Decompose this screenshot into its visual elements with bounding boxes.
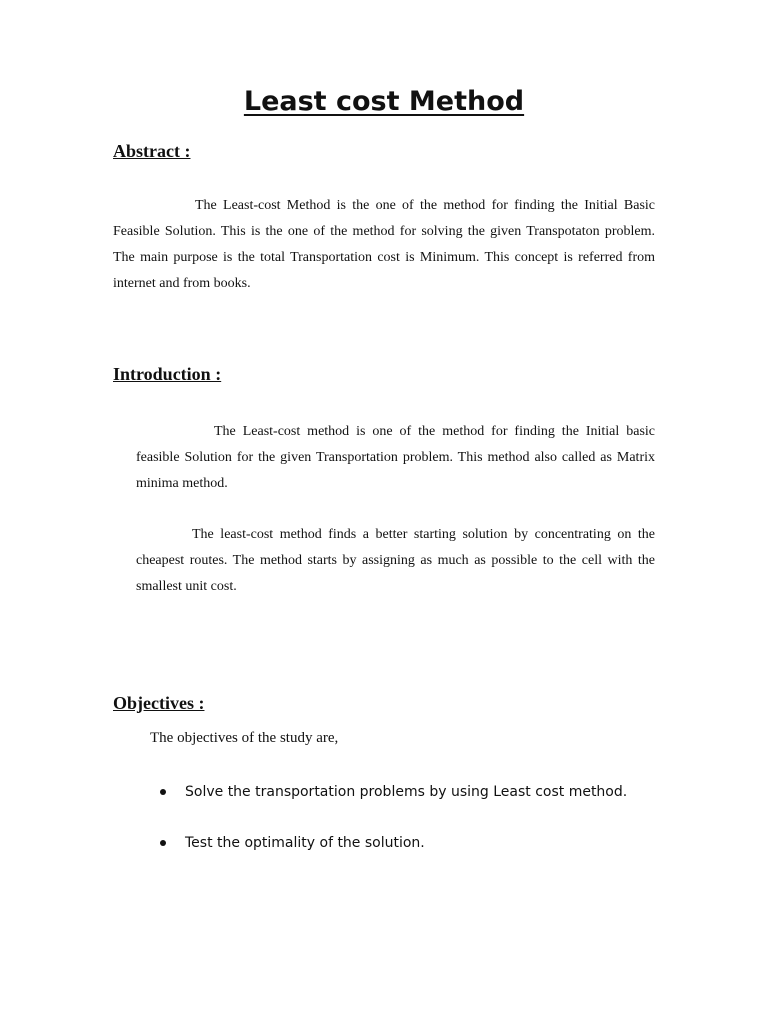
list-item (160, 833, 627, 884)
abstract-paragraph: The Least-cost Method is the one of the method for finding the Initial Basic Feasible Solution. This is the one of the method for solving the given Transpotaton problem. The main purpose is the total Transportation cost is Minimum. This concept is referred from internet and from books. (113, 198, 655, 291)
abstract-heading: Abstract : (113, 141, 191, 161)
bullet-icon (160, 789, 166, 795)
document-title: Least cost Method (243, 86, 525, 117)
introduction-paragraph-2: The least-cost method finds a better starting solution by concentrating on the cheapest routes. The method starts by assigning as much as possible to the cell with the smallest unit cost. (136, 527, 655, 594)
objectives-list (160, 782, 627, 884)
introduction-paragraph-1: The Least-cost method is one of the method for finding the Initial basic feasible Solution for the given Transportation problem. This method also called as Matrix minima method. (136, 424, 655, 491)
objectives-lead-text: The objectives of the study are, (150, 730, 339, 746)
introduction-heading: Introduction : (113, 364, 222, 384)
objectives-heading: Objectives : (113, 693, 205, 713)
list-item-text: Test the optimality of the solution. (185, 835, 425, 851)
bullet-icon (160, 840, 166, 846)
list-item-text: Solve the transportation problems by using Least cost method. (185, 784, 628, 800)
list-item (160, 782, 627, 833)
